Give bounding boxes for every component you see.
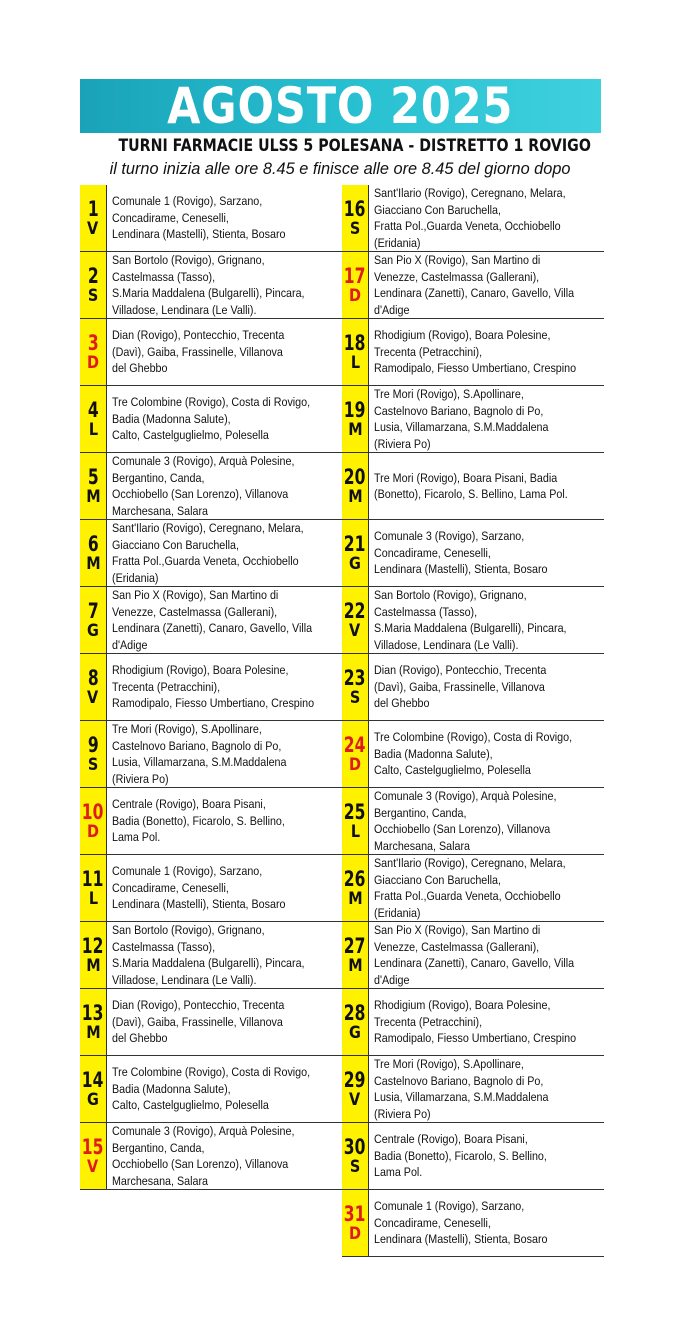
title-banner bbox=[80, 79, 601, 133]
schedule-entry bbox=[342, 386, 604, 453]
pharmacy-list bbox=[374, 520, 606, 586]
schedule-entry bbox=[80, 520, 342, 587]
pharmacy-list bbox=[374, 654, 606, 720]
pharmacy-names: Rhodigium (Rovigo), Boara Polesine, Trecenta (Petracchini), Ramodipalo, Fiesso Umbertiano, Crespino bbox=[112, 663, 315, 711]
weekday-letter: V bbox=[87, 219, 99, 239]
pharmacy-names: Centrale (Rovigo), Boara Pisani, Badia (Bonetto), Ficarolo, S. Bellino, Lama Pol. bbox=[112, 797, 285, 845]
schedule-entry bbox=[80, 721, 342, 788]
day-number: 12 bbox=[82, 934, 104, 958]
weekday-letter: M bbox=[85, 1023, 101, 1043]
pharmacy-names: Rhodigium (Rovigo), Boara Polesine, Trecenta (Petracchini), Ramodipalo, Fiesso Umbertiano, Crespino bbox=[374, 998, 577, 1046]
day-number: 19 bbox=[344, 398, 366, 422]
day-number: 23 bbox=[344, 666, 366, 690]
weekday-letter: S bbox=[349, 688, 361, 708]
weekday-letter: M bbox=[85, 487, 101, 507]
day-number: 31 bbox=[344, 1202, 366, 1226]
weekday-letter: D bbox=[348, 286, 362, 306]
pharmacy-names: Dian (Rovigo), Pontecchio, Trecenta (Davì), Gaiba, Frassinelle, Villanova del Ghebbo bbox=[374, 663, 547, 711]
pharmacy-names: Sant'Ilario (Rovigo), Ceregnano, Melara, Giacciano Con Baruchella, Fratta Pol.,Guarda Veneta, Occhiobello (Eridania) bbox=[374, 186, 566, 250]
pharmacy-list bbox=[112, 654, 344, 720]
weekday-letter: S bbox=[349, 1157, 361, 1177]
pharmacy-names: Comunale 3 (Rovigo), Arquà Polesine, Bergantino, Canda, Occhiobello (San Lorenzo), Villanova Marchesana, Salara bbox=[112, 1124, 295, 1188]
shift-note bbox=[80, 157, 601, 181]
pharmacy-list bbox=[112, 922, 344, 988]
pharmacy-list bbox=[112, 453, 344, 519]
day-badge bbox=[342, 989, 369, 1055]
schedule-entry bbox=[80, 654, 342, 721]
pharmacy-list bbox=[112, 1123, 344, 1189]
schedule-entry bbox=[342, 721, 604, 788]
pharmacy-names: Sant'Ilario (Rovigo), Ceregnano, Melara, Giacciano Con Baruchella, Fratta Pol.,Guarda Veneta, Occhiobello (Eridania) bbox=[374, 856, 566, 920]
day-badge bbox=[80, 1123, 107, 1189]
schedule-entry bbox=[342, 922, 604, 989]
day-badge bbox=[342, 319, 369, 385]
day-badge bbox=[80, 1056, 107, 1122]
schedule-entry bbox=[342, 1056, 604, 1123]
day-number: 29 bbox=[344, 1068, 366, 1092]
day-number: 24 bbox=[344, 733, 366, 757]
day-number: 16 bbox=[344, 197, 366, 221]
day-badge bbox=[342, 1190, 369, 1256]
pharmacy-list bbox=[112, 319, 344, 385]
weekday-letter: D bbox=[86, 822, 100, 842]
schedule-entry bbox=[342, 453, 604, 520]
pharmacy-names: Comunale 3 (Rovigo), Arquà Polesine, Bergantino, Canda, Occhiobello (San Lorenzo), Villanova Marchesana, Salara bbox=[374, 789, 557, 853]
schedule-entry bbox=[80, 453, 342, 520]
weekday-letter: G bbox=[349, 554, 361, 574]
pharmacy-names: Comunale 1 (Rovigo), Sarzano, Concadirame, Ceneselli, Lendinara (Mastelli), Stienta, Bosaro bbox=[374, 1199, 548, 1247]
shift-note-text: il turno inizia alle ore 8.45 e finisce alle ore 8.45 del giorno dopo bbox=[110, 159, 571, 178]
pharmacy-list bbox=[374, 185, 606, 251]
pharmacy-list bbox=[374, 1123, 606, 1189]
day-badge bbox=[342, 1056, 369, 1122]
schedule-entry bbox=[342, 654, 604, 721]
day-number: 26 bbox=[344, 867, 366, 891]
weekday-letter: L bbox=[350, 822, 360, 842]
day-number: 13 bbox=[82, 1001, 104, 1025]
schedule-entry bbox=[80, 386, 342, 453]
day-number: 30 bbox=[344, 1135, 366, 1159]
day-number: 4 bbox=[87, 398, 99, 422]
subtitle-text: TURNI FARMACIE ULSS 5 POLESANA - DISTRETTO 1 ROVIGO bbox=[118, 136, 591, 155]
pharmacy-list bbox=[112, 989, 344, 1055]
schedule-entry bbox=[80, 922, 342, 989]
weekday-letter: S bbox=[87, 755, 99, 775]
day-badge bbox=[342, 922, 369, 988]
pharmacy-list bbox=[374, 1190, 606, 1256]
right-column bbox=[342, 185, 604, 1257]
day-badge bbox=[80, 587, 107, 653]
pharmacy-list bbox=[374, 1056, 606, 1122]
pharmacy-list bbox=[112, 721, 344, 787]
pharmacy-names: San Pio X (Rovigo), San Martino di Venezze, Castelmassa (Gallerani), Lendinara (Zanetti), Canaro, Gavello, Villa d'Adige bbox=[374, 253, 575, 317]
pharmacy-names: Tre Mori (Rovigo), Boara Pisani, Badia (Bonetto), Ficarolo, S. Bellino, Lama Pol. bbox=[374, 470, 568, 501]
schedule-entry bbox=[342, 1190, 604, 1257]
weekday-letter: V bbox=[87, 1157, 99, 1177]
day-badge bbox=[342, 1123, 369, 1189]
weekday-letter: G bbox=[87, 621, 99, 641]
day-badge bbox=[342, 788, 369, 854]
weekday-letter: V bbox=[87, 688, 99, 708]
schedule-entry bbox=[80, 788, 342, 855]
day-number: 8 bbox=[87, 666, 99, 690]
weekday-letter: V bbox=[349, 621, 361, 641]
day-badge bbox=[342, 185, 369, 251]
weekday-letter: D bbox=[348, 1224, 362, 1244]
pharmacy-list bbox=[374, 319, 606, 385]
pharmacy-names: Sant'Ilario (Rovigo), Ceregnano, Melara, Giacciano Con Baruchella, Fratta Pol.,Guarda Veneta, Occhiobello (Eridania) bbox=[112, 521, 304, 585]
pharmacy-names: Comunale 1 (Rovigo), Sarzano, Concadirame, Ceneselli, Lendinara (Mastelli), Stienta, Bosaro bbox=[112, 194, 286, 242]
pharmacy-list bbox=[374, 386, 606, 452]
day-number: 22 bbox=[344, 599, 366, 623]
pharmacy-names: San Bortolo (Rovigo), Grignano, Castelmassa (Tasso), S.Maria Maddalena (Bulgarelli), Pincara, Villadose, Lendinara (Le Valli). bbox=[374, 588, 567, 652]
pharmacy-names: San Bortolo (Rovigo), Grignano, Castelmassa (Tasso), S.Maria Maddalena (Bulgarelli), Pincara, Villadose, Lendinara (Le Valli). bbox=[112, 253, 305, 317]
day-badge bbox=[80, 721, 107, 787]
pharmacy-names: Tre Colombine (Rovigo), Costa di Rovigo, Badia (Madonna Salute), Calto, Castelguglielmo, Polesella bbox=[112, 395, 311, 443]
pharmacy-names: Tre Colombine (Rovigo), Costa di Rovigo, Badia (Madonna Salute), Calto, Castelguglielmo, Polesella bbox=[374, 730, 573, 778]
pharmacy-list bbox=[112, 520, 344, 586]
pharmacy-list bbox=[112, 185, 344, 251]
day-badge bbox=[342, 520, 369, 586]
day-number: 28 bbox=[344, 1001, 366, 1025]
pharmacy-list bbox=[112, 855, 344, 921]
day-number: 9 bbox=[87, 733, 99, 757]
schedule-entry bbox=[80, 1056, 342, 1123]
pharmacy-list bbox=[112, 386, 344, 452]
day-badge bbox=[80, 319, 107, 385]
schedule-entry bbox=[80, 855, 342, 922]
weekday-letter: M bbox=[347, 889, 363, 909]
schedule-entry bbox=[80, 1123, 342, 1190]
schedule-entry bbox=[342, 185, 604, 252]
day-number: 20 bbox=[344, 465, 366, 489]
pharmacy-names: Rhodigium (Rovigo), Boara Polesine, Trecenta (Petracchini), Ramodipalo, Fiesso Umbertiano, Crespino bbox=[374, 328, 577, 376]
page-title: AGOSTO 2025 bbox=[167, 77, 514, 135]
schedule-entry bbox=[342, 1123, 604, 1190]
day-number: 27 bbox=[344, 934, 366, 958]
weekday-letter: M bbox=[347, 487, 363, 507]
pharmacy-names: Comunale 1 (Rovigo), Sarzano, Concadirame, Ceneselli, Lendinara (Mastelli), Stienta, Bosaro bbox=[112, 864, 286, 912]
schedule-entry bbox=[342, 855, 604, 922]
weekday-letter: D bbox=[348, 755, 362, 775]
left-column bbox=[80, 185, 342, 1190]
pharmacy-list bbox=[374, 252, 606, 318]
day-number: 25 bbox=[344, 800, 366, 824]
pharmacy-list bbox=[374, 855, 606, 921]
pharmacy-names: Tre Colombine (Rovigo), Costa di Rovigo, Badia (Madonna Salute), Calto, Castelguglielmo, Polesella bbox=[112, 1065, 311, 1113]
pharmacy-list bbox=[112, 788, 344, 854]
day-number: 3 bbox=[87, 331, 99, 355]
day-badge bbox=[80, 520, 107, 586]
pharmacy-list bbox=[112, 587, 344, 653]
day-number: 2 bbox=[87, 264, 99, 288]
day-number: 10 bbox=[82, 800, 104, 824]
day-number: 6 bbox=[87, 532, 99, 556]
day-number: 11 bbox=[82, 867, 104, 891]
day-badge bbox=[80, 185, 107, 251]
pharmacy-list bbox=[374, 788, 606, 854]
day-badge bbox=[342, 386, 369, 452]
weekday-letter: L bbox=[88, 889, 98, 909]
day-badge bbox=[342, 587, 369, 653]
pharmacy-list bbox=[374, 922, 606, 988]
page-subtitle bbox=[80, 135, 601, 157]
pharmacy-names: Comunale 3 (Rovigo), Arquà Polesine, Bergantino, Canda, Occhiobello (San Lorenzo), Villanova Marchesana, Salara bbox=[112, 454, 295, 518]
schedule-entry bbox=[342, 788, 604, 855]
weekday-letter: G bbox=[349, 1023, 361, 1043]
pharmacy-list bbox=[374, 721, 606, 787]
day-badge bbox=[80, 989, 107, 1055]
schedule-entry bbox=[342, 319, 604, 386]
day-number: 7 bbox=[87, 599, 99, 623]
pharmacy-names: Tre Mori (Rovigo), S.Apollinare, Castelnovo Bariano, Bagnolo di Po, Lusia, Villamarzana, S.M.Maddalena (Riviera Po) bbox=[374, 1057, 549, 1121]
schedule-entry bbox=[342, 989, 604, 1056]
pharmacy-names: Tre Mori (Rovigo), S.Apollinare, Castelnovo Bariano, Bagnolo di Po, Lusia, Villamarzana, S.M.Maddalena (Riviera Po) bbox=[112, 722, 287, 786]
pharmacy-names: Centrale (Rovigo), Boara Pisani, Badia (Bonetto), Ficarolo, S. Bellino, Lama Pol. bbox=[374, 1132, 547, 1180]
weekday-letter: L bbox=[88, 420, 98, 440]
schedule-entry bbox=[342, 252, 604, 319]
pharmacy-names: San Pio X (Rovigo), San Martino di Venezze, Castelmassa (Gallerani), Lendinara (Zanetti), Canaro, Gavello, Villa d'Adige bbox=[112, 588, 313, 652]
schedule-entry bbox=[80, 587, 342, 654]
weekday-letter: M bbox=[347, 420, 363, 440]
day-badge bbox=[342, 721, 369, 787]
day-number: 1 bbox=[87, 197, 99, 221]
schedule-entry bbox=[80, 185, 342, 252]
day-badge bbox=[342, 654, 369, 720]
pharmacy-list bbox=[112, 252, 344, 318]
pharmacy-names: Comunale 3 (Rovigo), Sarzano, Concadirame, Ceneselli, Lendinara (Mastelli), Stienta, Bosaro bbox=[374, 529, 548, 577]
day-badge bbox=[80, 654, 107, 720]
schedule-entry bbox=[80, 319, 342, 386]
day-number: 17 bbox=[344, 264, 366, 288]
day-badge bbox=[342, 855, 369, 921]
pharmacy-names: Tre Mori (Rovigo), S.Apollinare, Castelnovo Bariano, Bagnolo di Po, Lusia, Villamarzana, S.M.Maddalena (Riviera Po) bbox=[374, 387, 549, 451]
pharmacy-list bbox=[374, 989, 606, 1055]
weekday-letter: M bbox=[85, 956, 101, 976]
pharmacy-names: Dian (Rovigo), Pontecchio, Trecenta (Davì), Gaiba, Frassinelle, Villanova del Ghebbo bbox=[112, 998, 285, 1046]
day-number: 15 bbox=[82, 1135, 104, 1159]
pharmacy-list bbox=[112, 1056, 344, 1122]
day-badge bbox=[80, 788, 107, 854]
pharmacy-list bbox=[374, 453, 606, 519]
day-number: 5 bbox=[87, 465, 99, 489]
day-number: 18 bbox=[344, 331, 366, 355]
weekday-letter: D bbox=[86, 353, 100, 373]
weekday-letter: L bbox=[350, 353, 360, 373]
day-badge bbox=[80, 855, 107, 921]
pharmacy-names: San Pio X (Rovigo), San Martino di Venezze, Castelmassa (Gallerani), Lendinara (Zanetti), Canaro, Gavello, Villa d'Adige bbox=[374, 923, 575, 987]
pharmacy-list bbox=[374, 587, 606, 653]
day-number: 21 bbox=[344, 532, 366, 556]
day-badge bbox=[80, 386, 107, 452]
weekday-letter: S bbox=[349, 219, 361, 239]
pharmacy-names: San Bortolo (Rovigo), Grignano, Castelmassa (Tasso), S.Maria Maddalena (Bulgarelli), Pincara, Villadose, Lendinara (Le Valli). bbox=[112, 923, 305, 987]
day-badge bbox=[80, 453, 107, 519]
weekday-letter: V bbox=[349, 1090, 361, 1110]
weekday-letter: G bbox=[87, 1090, 99, 1110]
weekday-letter: M bbox=[85, 554, 101, 574]
schedule-entry bbox=[80, 252, 342, 319]
weekday-letter: S bbox=[87, 286, 99, 306]
day-badge bbox=[80, 252, 107, 318]
day-badge bbox=[342, 453, 369, 519]
schedule-entry bbox=[342, 587, 604, 654]
pharmacy-names: Dian (Rovigo), Pontecchio, Trecenta (Davì), Gaiba, Frassinelle, Villanova del Ghebbo bbox=[112, 328, 285, 376]
schedule-entry bbox=[342, 520, 604, 587]
day-number: 14 bbox=[82, 1068, 104, 1092]
day-badge bbox=[80, 922, 107, 988]
weekday-letter: M bbox=[347, 956, 363, 976]
day-badge bbox=[342, 252, 369, 318]
schedule-entry bbox=[80, 989, 342, 1056]
